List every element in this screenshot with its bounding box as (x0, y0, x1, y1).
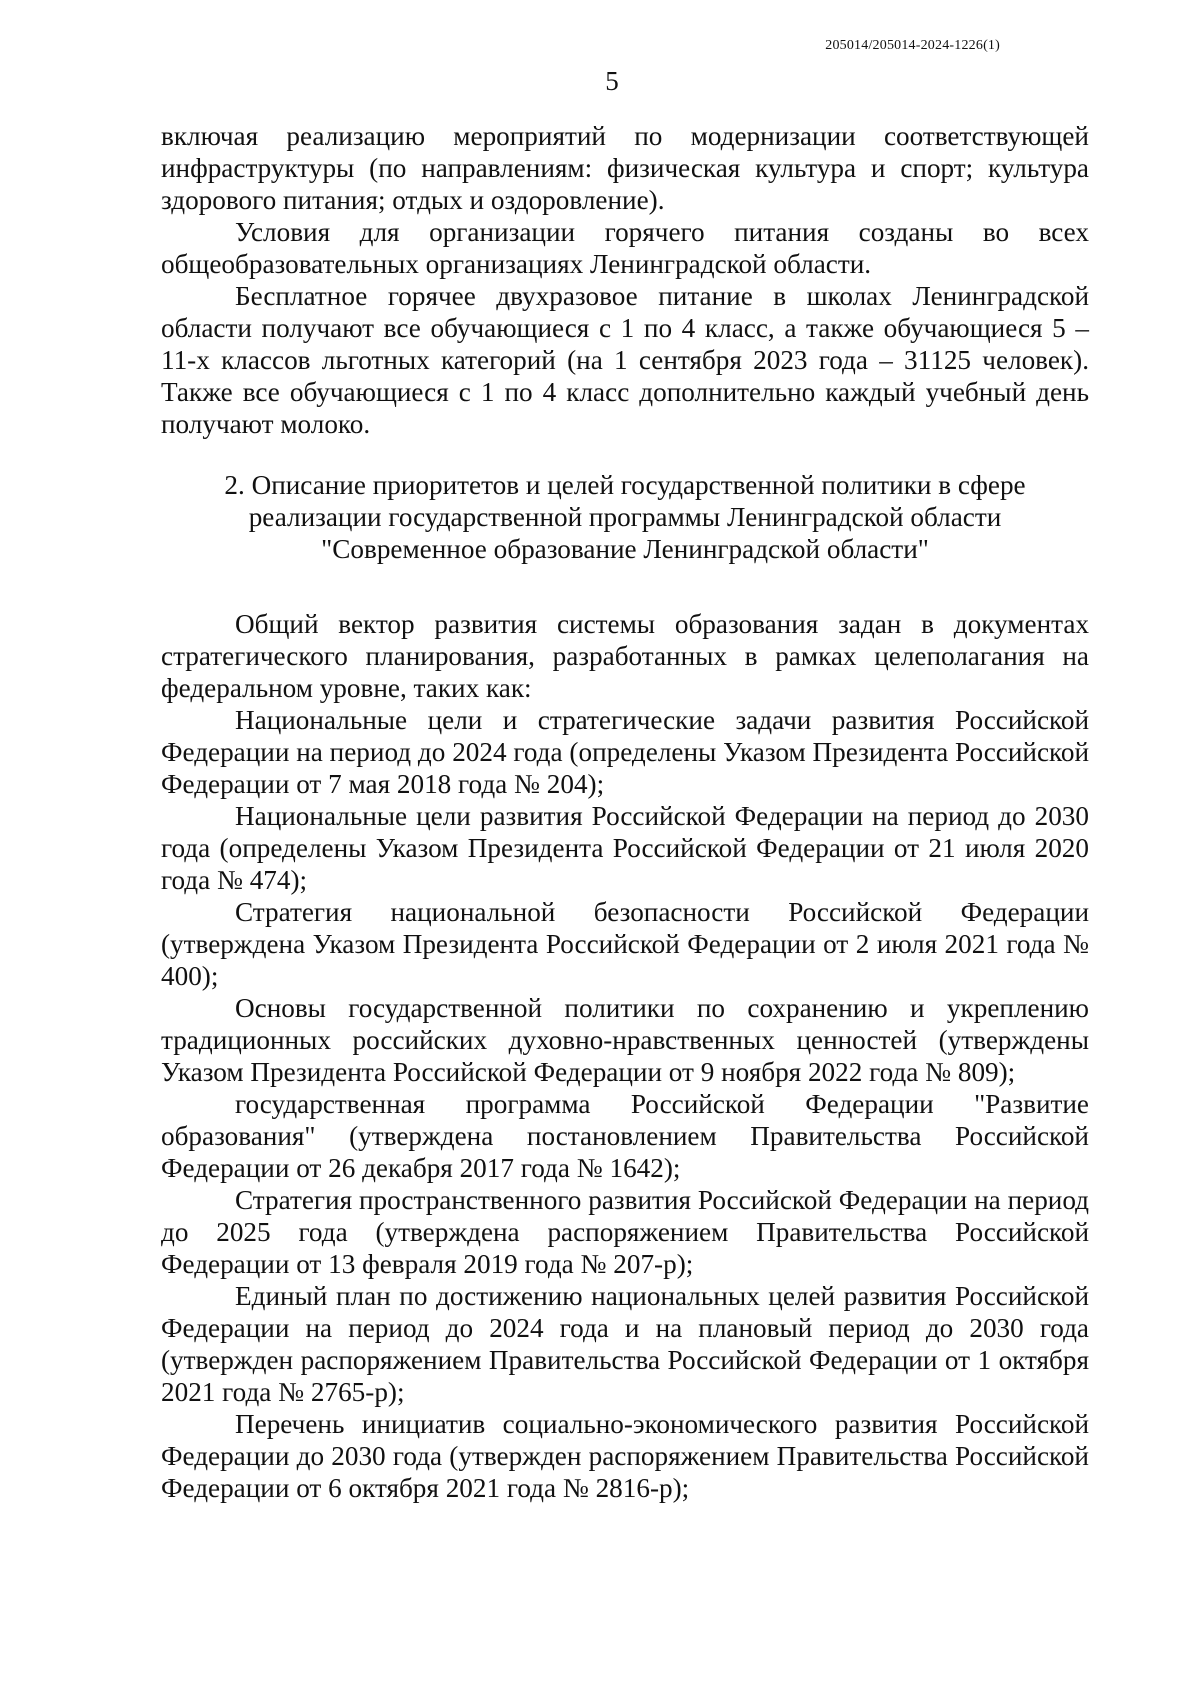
section-heading-line: "Современное образование Ленинградской области" (321, 534, 929, 564)
paragraph: Бесплатное горячее двухразовое питание в школах Ленинградской области получают все обучающиеся с 1 по 4 класс, а также обучающиеся 5 – 11-х классов льготных категорий (на 1 сентября 2023 года – 31125 человек). Также все обучающиеся с 1 по 4 класс дополнительно каждый учебный день получают молоко. (161, 281, 1089, 439)
page-number: 5 (605, 66, 619, 96)
list-item: Национальные цели и стратегические задачи развития Российской Федерации на период до 2024 года (определены Указом Президента Российской Федерации от 7 мая 2018 года № 204); (161, 705, 1089, 799)
paragraph: включая реализацию мероприятий по модернизации соответствующей инфраструктуры (по направлениям: физическая культура и спорт; культура здорового питания; отдых и оздоровление). (161, 121, 1089, 215)
list-item: Стратегия национальной безопасности Российской Федерации (утверждена Указом Президента Российской Федерации от 2 июля 2021 года № 400); (161, 897, 1089, 991)
section-heading-line: реализации государственной программы Ленинградской области (248, 502, 1002, 532)
section-heading-line: 2. Описание приоритетов и целей государственной политики в сфере (224, 470, 1026, 500)
document-body (161, 120, 1089, 1504)
list-item: Единый план по достижению национальных целей развития Российской Федерации на период до 2024 года и на плановый период до 2030 года (утвержден распоряжением Правительства Российской Федерации от 1 октября 2021 года № 2765-р); (161, 1281, 1089, 1407)
section-heading (161, 469, 1089, 565)
list-item: государственная программа Российской Федерации "Развитие образования" (утверждена постановлением Правительства Российской Федерации от 26 декабря 2017 года № 1642); (161, 1089, 1089, 1183)
list-item: Перечень инициатив социально-экономического развития Российской Федерации до 2030 года (утвержден распоряжением Правительства Российской Федерации от 6 октября 2021 года № 2816-р); (161, 1409, 1089, 1503)
paragraph: Условия для организации горячего питания созданы во всех общеобразовательных организациях Ленинградской области. (161, 217, 1089, 279)
list-item: Стратегия пространственного развития Российской Федерации на период до 2025 года (утверждена распоряжением Правительства Российской Федерации от 13 февраля 2019 года № 207-р); (161, 1185, 1089, 1279)
list-item: Национальные цели развития Российской Федерации на период до 2030 года (определены Указом Президента Российской Федерации от 21 июля 2020 года № 474); (161, 801, 1089, 895)
document-id: 205014/205014-2024-1226(1) (825, 38, 1000, 53)
list-item: Основы государственной политики по сохранению и укреплению традиционных российских духовно-нравственных ценностей (утверждены Указом Президента Российской Федерации от 9 ноября 2022 года № 809); (161, 993, 1089, 1087)
paragraph: Общий вектор развития системы образования задан в документах стратегического планирования, разработанных в рамках целеполагания на федеральном уровне, таких как: (161, 609, 1089, 703)
